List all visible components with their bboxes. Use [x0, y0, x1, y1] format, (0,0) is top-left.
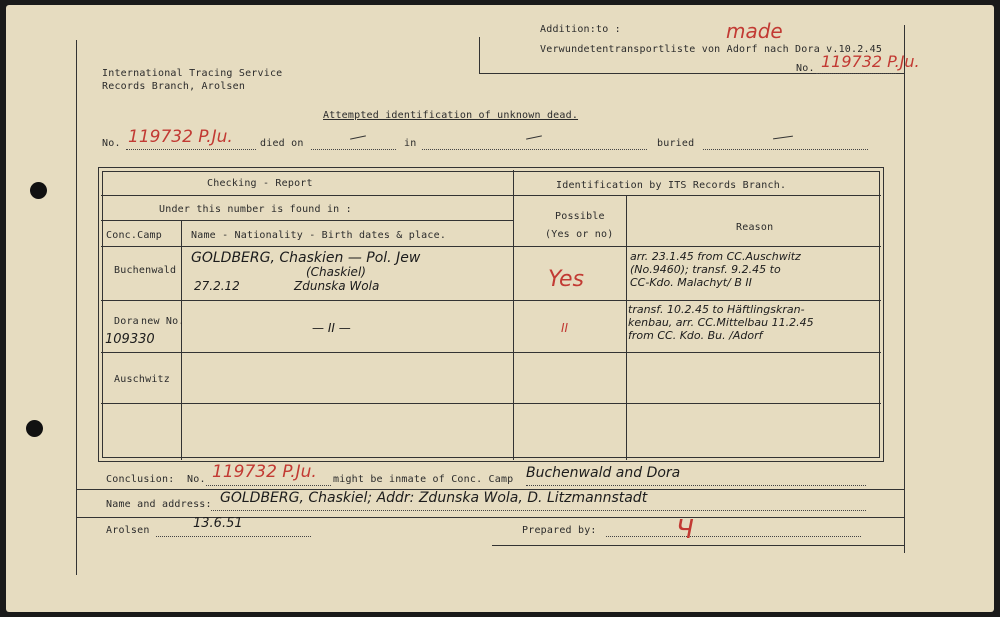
dash-died [350, 135, 366, 139]
conclusion-no-value: 119732 P.Ju. [212, 462, 317, 482]
addition-label: Addition:to : [540, 24, 621, 35]
row-line-6 [101, 403, 881, 404]
conclusion-label: Conclusion: [106, 474, 175, 485]
name-address-dots [211, 510, 866, 511]
row2-camp-note: new No. [141, 316, 185, 327]
conclusion-no-dots [206, 485, 331, 486]
row2-name: — II — [312, 321, 351, 335]
footer-prepared-dots [606, 536, 861, 537]
office-line-2: Records Branch, Arolsen [102, 81, 246, 92]
row3-camp: Auschwitz [114, 374, 170, 385]
addition-box-left [479, 37, 480, 73]
row1-reason-2: (No.9460); transf. 9.2.45 to [630, 263, 781, 276]
col-header-camp: Conc.Camp [106, 230, 162, 241]
conclusion-might-be: might be inmate of Conc. Camp [333, 474, 514, 485]
header-under-number: Under this number is found in : [159, 204, 352, 215]
punch-hole-top [30, 182, 47, 199]
header-died-label: died on [260, 138, 304, 149]
row2-camp-number: 109330 [105, 332, 155, 347]
name-address-value: GOLDBERG, Chaskiel; Addr: Zdunska Wola, D. Litzmannstadt [220, 490, 648, 506]
punch-hole-bottom [26, 420, 43, 437]
header-no-label: No. [102, 138, 121, 149]
footer-date-dots [156, 536, 311, 537]
row-line-4 [101, 300, 881, 301]
row1-camp: Buchenwald [114, 265, 177, 276]
row2-reason-3: from CC. Kdo. Bu. /Adorf [628, 329, 763, 342]
col-header-name: Name - Nationality - Birth dates & place. [191, 230, 447, 241]
header-no-dots [126, 149, 256, 150]
row1-name-line2: (Chaskiel) [306, 265, 366, 279]
row1-name-line1: GOLDBERG, Chaskien — Pol. Jew [191, 250, 421, 266]
row1-reason-1: arr. 23.1.45 from CC.Auschwitz [630, 250, 801, 263]
row1-possible: Yes [548, 267, 585, 292]
addition-list: Verwundetentransportliste von Adorf nach Dora v.10.2.45 [540, 44, 883, 55]
row1-birth-place: Zdunska Wola [294, 279, 380, 293]
header-identification: Identification by ITS Records Branch. [556, 180, 787, 191]
header-no-value: 119732 P.Ju. [128, 127, 233, 147]
col-header-reason: Reason [736, 222, 774, 233]
addition-made: made [726, 19, 783, 43]
right-margin-line [904, 63, 905, 553]
name-address-label: Name and address: [106, 499, 212, 510]
header-buried-dots [703, 149, 868, 150]
row1-birth-date: 27.2.12 [194, 279, 240, 293]
conclusion-camp-value: Buchenwald and Dora [526, 465, 681, 481]
footer-place: Arolsen [106, 525, 150, 536]
header-in-dots [422, 149, 647, 150]
addition-no-label: No. [796, 63, 815, 74]
footer-date: 13.6.51 [193, 516, 243, 531]
col-header-possible-2: (Yes or no) [545, 229, 614, 240]
divider-report-ident [513, 170, 514, 460]
col-header-possible-1: Possible [555, 211, 605, 222]
row2-possible: II [561, 321, 569, 335]
page-title: Attempted identification of unknown dead. [323, 110, 579, 121]
dash-in [526, 135, 542, 139]
row2-reason-1: transf. 10.2.45 to Häftlingskran- [628, 303, 805, 316]
conclusion-no-label: No. [187, 474, 206, 485]
row-line-3 [101, 246, 881, 247]
row-line-2 [101, 220, 513, 221]
dash-buried [773, 136, 793, 140]
divider-possible-reason [626, 195, 627, 460]
row2-camp: Dora [114, 316, 139, 327]
footer-prepared-label: Prepared by: [522, 525, 597, 536]
left-margin-line [76, 40, 77, 575]
header-died-dots [311, 149, 396, 150]
row-line-1 [101, 195, 881, 196]
addition-no-value: 119732 P.Ju. [821, 52, 920, 71]
row2-reason-2: kenbau, arr. CC.Mittelbau 11.2.45 [628, 316, 814, 329]
index-card [6, 5, 994, 612]
office-line-1: International Tracing Service [102, 68, 283, 79]
header-checking-report: Checking - Report [207, 178, 313, 189]
conclusion-camp-dots [526, 485, 866, 486]
addition-no-dots [816, 73, 896, 74]
footer-rule [492, 545, 904, 546]
row1-reason-3: CC-Kdo. Malachyt/ B II [630, 276, 752, 289]
row-line-5 [101, 352, 881, 353]
footer-signature: Ч [676, 515, 694, 545]
divider-camp-name [181, 220, 182, 460]
header-buried-label: buried [657, 138, 695, 149]
header-in-label: in [404, 138, 417, 149]
